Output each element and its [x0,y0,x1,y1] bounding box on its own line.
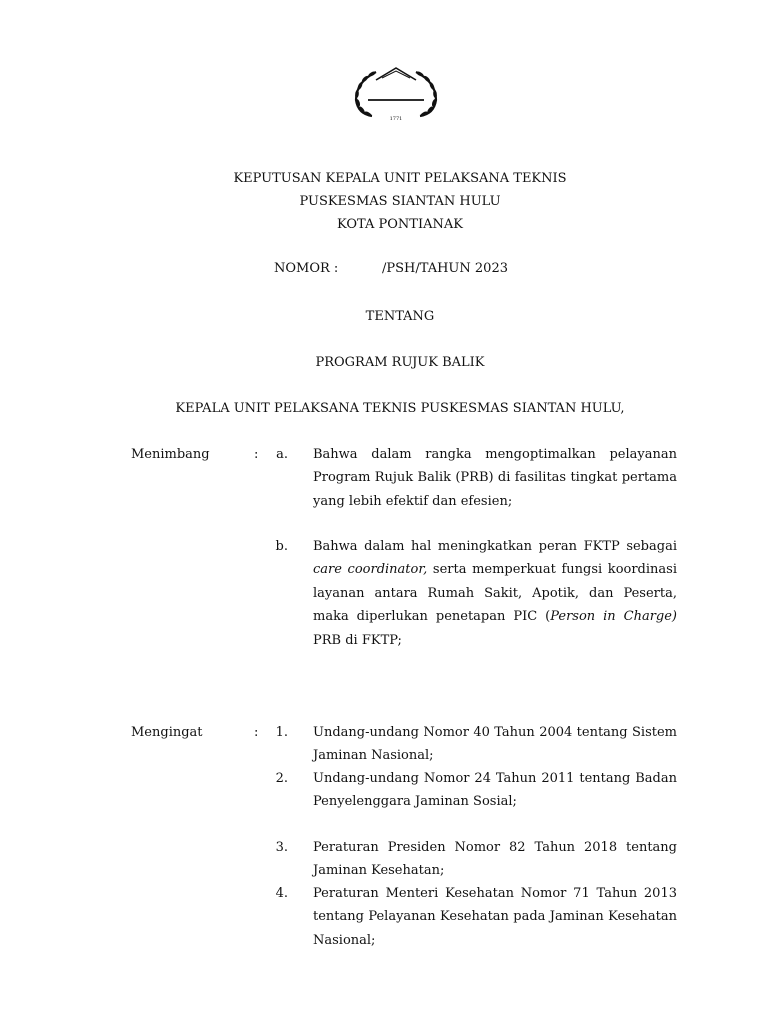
mengingat-item-3-text: Peraturan Presiden Nomor 82 Tahun 2018 tentang Jaminan Kesehatan; [313,840,677,879]
menimbang-item-b-italic-1: care coordinator, [313,562,428,578]
document-number [274,261,508,276]
menimbang-item-a [313,443,677,513]
menimbang-item-a-text: Bahwa dalam rangka mengoptimalkan pelayanan Program Rujuk Balik (PRB) di fasilitas tingkat pertama yang lebih efektif dan efesien; [313,447,677,509]
mengingat-marker-3: 3. [275,840,288,855]
mengingat-marker-4: 4. [275,886,288,901]
menimbang-item-b-text-3: PRB di FKTP; [313,632,402,648]
mengingat-item-1-text: Undang-undang Nomor 40 Tahun 2004 tentang Sistem Jaminan Nasional; [313,725,677,764]
mengingat-item-3 [313,836,677,883]
subject-heading: PROGRAM RUJUK BALIK [315,355,485,370]
mengingat-item-4 [313,882,677,952]
signatory-heading: KEPALA UNIT PELAKSANA TEKNIS PUSKESMAS SIANTAN HULU, [175,401,625,416]
mengingat-marker-1: 1. [275,725,288,740]
mengingat-item-1 [313,721,677,768]
menimbang-marker-a: a. [276,447,288,462]
menimbang-label: Menimbang [131,447,210,462]
nomor-label: NOMOR : [274,261,339,276]
document-header [0,167,768,236]
mengingat-item-2 [313,767,677,814]
menimbang-item-b-text-1: Bahwa dalam hal meningkatkan peran FKTP sebagai [313,539,677,554]
menimbang-colon: : [254,447,259,462]
header-line-3: KOTA PONTIANAK [337,217,463,232]
header-line-2: PUSKESMAS SIANTAN HULU [299,194,501,209]
menimbang-marker-b: b. [275,539,288,554]
city-emblem-icon [346,58,446,124]
mengingat-item-4-text: Peraturan Menteri Kesehatan Nomor 71 Tahun 2013 tentang Pelayanan Kesehatan pada Jaminan Kesehatan Nasional; [313,886,677,948]
mengingat-item-2-text: Undang-undang Nomor 24 Tahun 2011 tentang Badan Penyelenggara Jaminan Sosial; [313,771,677,810]
menimbang-item-b-italic-2: Person in Charge) [550,609,677,625]
emblem-year: 1771 [389,116,403,122]
mengingat-colon: : [254,725,259,740]
menimbang-item-b-text-2: serta memperkuat fungsi koordinasi layanan antara Rumah Sakit, Apotik, dan Peserta, maka diperlukan penetapan PIC ( [313,562,677,625]
nomor-value: /PSH/TAHUN 2023 [382,261,508,276]
header-line-1: KEPUTUSAN KEPALA UNIT PELAKSANA TEKNIS [233,171,567,186]
tentang-heading: TENTANG [365,309,435,324]
mengingat-label: Mengingat [131,725,203,740]
menimbang-item-b [313,535,677,652]
mengingat-marker-2: 2. [275,771,288,786]
